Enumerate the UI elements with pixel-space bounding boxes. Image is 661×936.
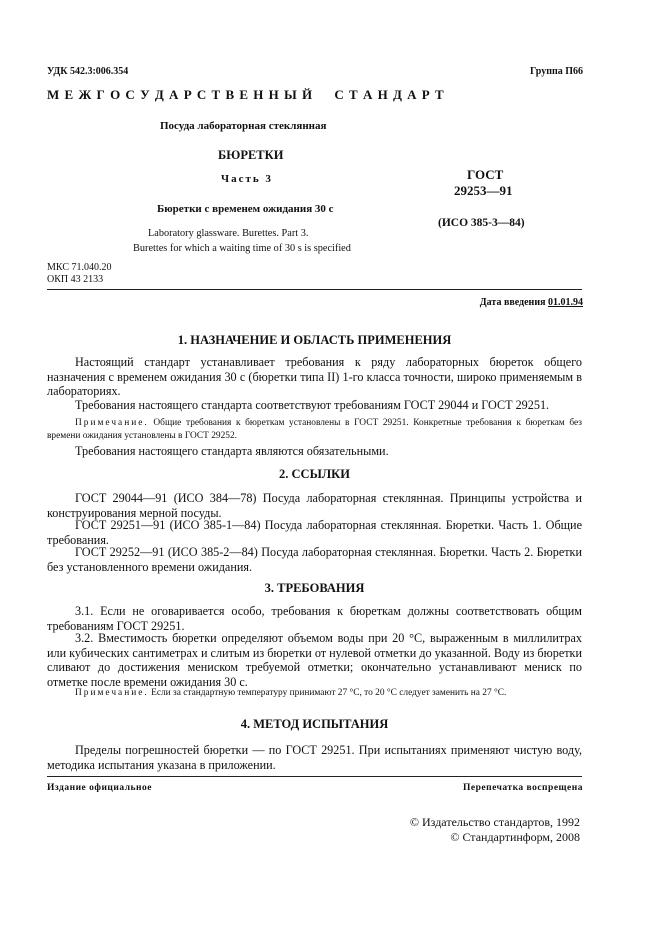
- title-line1: Посуда лабораторная стеклянная: [160, 120, 327, 132]
- standard-banner: М Е Ж Г О С У Д А Р С Т В Е Н Н Ы Й С Т А Н Д А Р Т: [47, 87, 445, 102]
- udc-code: УДК 542.3:006.354: [47, 66, 129, 77]
- section-3-heading: 3. ТРЕБОВАНИЯ: [264, 581, 365, 595]
- title-en-1: Laboratory glassware. Burettes. Part 3.: [148, 228, 309, 239]
- intro-date-value: 01.01.94: [548, 297, 583, 308]
- section-4-heading: 4. МЕТОД ИСПЫТАНИЯ: [240, 717, 389, 731]
- section-1-para-1: Настоящий стандарт устанавливает требования к ряду лабораторных бюреток общего назначения с временем ожидания 30 с (бюретки типа II) 1-го класса точности, широко применяемым в лабораториях.: [47, 355, 582, 398]
- mks-code: МКС 71.040.20: [47, 262, 112, 273]
- gost-number: 29253—91: [454, 183, 513, 198]
- intro-date: [480, 297, 583, 308]
- reference-1: ГОСТ 29044—91 (ИСО 384—78) Посуда лабораторная стеклянная. Принципы устройства и конструирования мерной посуды.: [47, 491, 582, 520]
- title-en-2: Burettes for which a waiting time of 30 s is specified: [133, 243, 351, 254]
- copyright-2: © Стандартинформ, 2008: [450, 830, 580, 844]
- section-4-para-1: Пределы погрешностей бюретки — по ГОСТ 29251. При испытаниях применяют чистую воду, методика испытания указана в приложении.: [47, 743, 582, 772]
- section-1-para-2: Требования настоящего стандарта соответствуют требованиям ГОСТ 29044 и ГОСТ 29251.: [75, 398, 550, 412]
- reference-3: ГОСТ 29252—91 (ИСО 385-2—84) Посуда лабораторная стеклянная. Бюретки. Часть 2. Бюретки без установленного времени ожидания.: [47, 545, 582, 574]
- section-3-para-1: 3.1. Если не оговаривается особо, требования к бюреткам должны соответствовать общим требованиям ГОСТ 29251.: [47, 604, 582, 633]
- divider-bottom: [47, 776, 582, 777]
- reprint-label: Перепечатка воспрещена: [462, 783, 583, 793]
- edition-label: Издание официальное: [47, 783, 153, 793]
- title-part: Часть 3: [221, 173, 273, 185]
- copyright-1: © Издательство стандартов, 1992: [409, 815, 580, 829]
- section-1-heading: 1. НАЗНАЧЕНИЕ И ОБЛАСТЬ ПРИМЕНЕНИЯ: [177, 333, 452, 347]
- divider-top: [47, 289, 582, 290]
- title-burettes: БЮРЕТКИ: [218, 148, 284, 162]
- intro-date-label: Дата введения: [479, 297, 546, 308]
- group-code: Группа П66: [530, 66, 583, 77]
- section-2-heading: 2. ССЫЛКИ: [279, 467, 350, 481]
- title-subtitle: Бюретки с временем ожидания 30 с: [157, 203, 334, 215]
- gost-label: ГОСТ: [467, 167, 504, 182]
- section-1-para-3: Требования настоящего стандарта являются обязательными.: [75, 444, 389, 458]
- section-3-note: Примечание. Если за стандартную температуру принимают 27 °С, то 20 °С следует заменить на 27 °С.: [75, 688, 507, 698]
- reference-2: ГОСТ 29251—91 (ИСО 385-1—84) Посуда лабораторная стеклянная. Бюретки. Часть 1. Общие требования.: [47, 518, 582, 547]
- iso-reference: (ИСО 385-3—84): [438, 217, 525, 229]
- section-1-note: Примечание. Общие требования к бюреткам установлены в ГОСТ 29251. Конкретные требования к бюреткам без времени ожидания установлены в ГОСТ 29252.: [47, 418, 583, 441]
- section-3-para-2: 3.2. Вместимость бюретки определяют объемом воды при 20 °С, выраженным в миллилитрах или кубических сантиметрах и слитым из бюретки от нулевой отметки до указанной. Воду из бюретки сливают до достижения мениском требуемой отметки; окончательно устанавливают мениск по отметке после времени ожидания 30 с.: [47, 631, 582, 689]
- okp-code: ОКП 43 2133: [47, 274, 104, 285]
